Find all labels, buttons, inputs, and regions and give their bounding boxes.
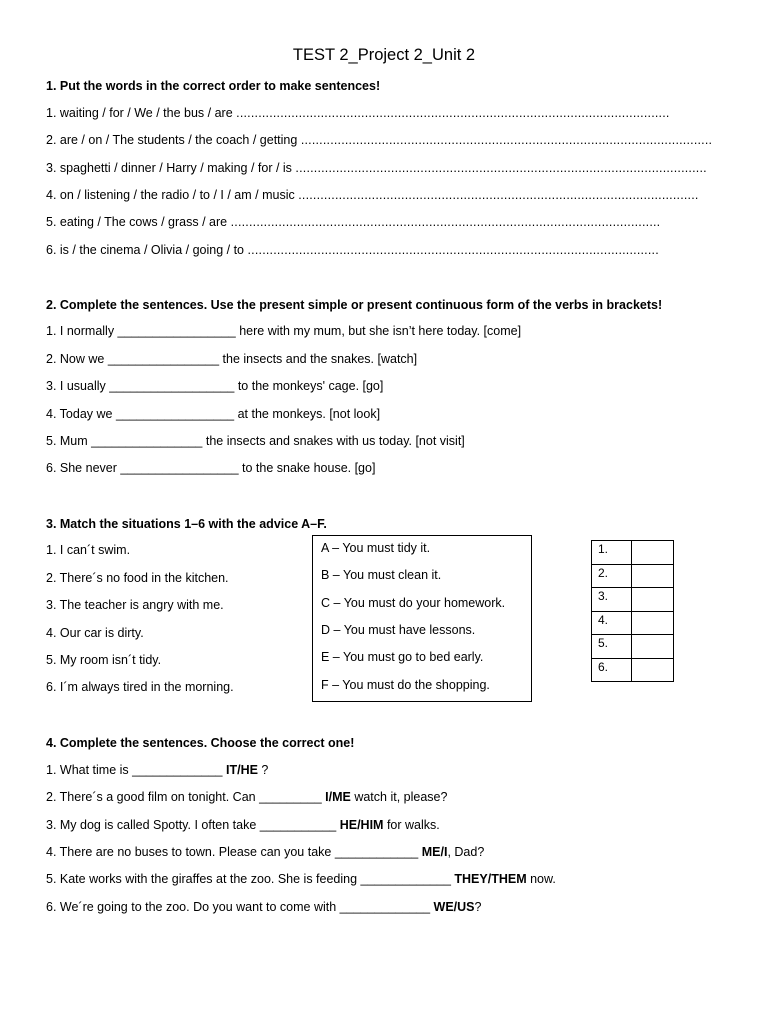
answer-row [592, 611, 674, 635]
choice-options: THEY/THEM [454, 872, 527, 886]
section2-heading: 2. Complete the sentences. Use the present simple or present continuous form of the verbs in brackets! [46, 298, 663, 312]
answer-cell[interactable] [632, 658, 674, 682]
advice-box [312, 535, 532, 702]
item-text: 2. There´s a good film on tonight. Can _________ [46, 790, 326, 804]
situation-item: 1. I can´t swim. [46, 543, 131, 557]
section4-item [46, 871, 556, 887]
section4-heading: 4. Complete the sentences. Choose the correct one! [46, 736, 355, 750]
answer-row [592, 635, 674, 659]
advice-item: B – You must clean it. [321, 568, 442, 582]
page-title: TEST 2_Project 2_Unit 2 [292, 46, 476, 64]
item-text: 4. There are no buses to town. Please can you take ____________ [46, 845, 422, 859]
item-text: 6. We´re going to the zoo. Do you want to come with _____________ [46, 900, 434, 914]
answer-cell[interactable] [632, 564, 674, 588]
item-text-end: ? [474, 900, 482, 914]
advice-item: F – You must do the shopping. [321, 678, 490, 692]
section2-item: 4. Today we _________________ at the monkeys. [not look] [46, 407, 381, 421]
advice-item: E – You must go to bed early. [321, 650, 484, 664]
situation-item: 5. My room isn´t tidy. [46, 653, 162, 667]
item-text: 3. My dog is called Spotty. I often take ___________ [46, 818, 340, 832]
answer-row [592, 658, 674, 682]
answer-dots: ................................................................................................................ [295, 161, 707, 175]
section1-item [46, 242, 659, 258]
section1-heading: 1. Put the words in the correct order to make sentences! [46, 79, 381, 93]
section1-item [46, 160, 707, 176]
choice-options: HE/HIM [339, 818, 384, 832]
section3-heading: 3. Match the situations 1–6 with the advice A–F. [46, 517, 327, 531]
item-text-end: watch it, please? [350, 790, 448, 804]
section1-item [46, 214, 660, 230]
answer-grid [591, 540, 674, 682]
item-text: 6. is / the cinema / Olivia / going / to [46, 243, 245, 257]
answer-row [592, 564, 674, 588]
answer-row [592, 541, 674, 565]
answer-row [592, 588, 674, 612]
answer-number: 5. [592, 635, 632, 659]
section1-item [46, 105, 670, 121]
section2-item: 6. She never _________________ to the snake house. [go] [46, 461, 376, 475]
item-text: 3. spaghetti / dinner / Harry / making / for / is [46, 161, 292, 175]
choice-options: ME/I [421, 845, 448, 859]
item-text: 5. eating / The cows / grass / are [46, 215, 228, 229]
answer-number: 3. [592, 588, 632, 612]
advice-item: A – You must tidy it. [321, 541, 431, 555]
situation-item: 3. The teacher is angry with me. [46, 598, 224, 612]
section4-item [46, 789, 447, 805]
section4-item [46, 817, 440, 833]
item-text: 1. waiting / for / We / the bus / are [46, 106, 233, 120]
item-text: 1. What time is _____________ [46, 763, 226, 777]
section2-item: 1. I normally _________________ here with my mum, but she isn’t here today. [come] [46, 324, 522, 338]
section2-item: 2. Now we ________________ the insects and the snakes. [watch] [46, 352, 418, 366]
answer-dots: ............................................................................................................. [298, 188, 699, 202]
answer-number: 4. [592, 611, 632, 635]
answer-cell[interactable] [632, 541, 674, 565]
answer-dots: ..................................................................................................................... [230, 215, 661, 229]
section2-item: 5. Mum ________________ the insects and snakes with us today. [not visit] [46, 434, 465, 448]
item-text-end: for walks. [383, 818, 440, 832]
answer-dots: ................................................................................................................ [300, 133, 713, 147]
item-text: 4. on / listening / the radio / to / I / am / music [46, 188, 295, 202]
answer-cell[interactable] [632, 611, 674, 635]
advice-item: D – You must have lessons. [321, 623, 476, 637]
situation-item: 6. I´m always tired in the morning. [46, 680, 234, 694]
answer-number: 2. [592, 564, 632, 588]
choice-options: WE/US [433, 900, 475, 914]
answer-number: 6. [592, 658, 632, 682]
section1-item [46, 132, 712, 148]
answer-number: 1. [592, 541, 632, 565]
item-text-end: , Dad? [447, 845, 485, 859]
advice-item: C – You must do your homework. [321, 596, 506, 610]
item-text-end: ? [257, 763, 269, 777]
choice-options: IT/HE [225, 763, 258, 777]
answer-dots: ................................................................................................................ [247, 243, 659, 257]
section1-item [46, 187, 699, 203]
section2-item: 3. I usually __________________ to the monkeys' cage. [go] [46, 379, 384, 393]
choice-options: I/ME [325, 790, 351, 804]
section4-item [46, 844, 484, 860]
answer-cell[interactable] [632, 588, 674, 612]
item-text: 5. Kate works with the giraffes at the zoo. She is feeding _____________ [46, 872, 455, 886]
item-text-end: now. [526, 872, 556, 886]
answer-dots: ...................................................................................................................... [236, 106, 670, 120]
answer-cell[interactable] [632, 635, 674, 659]
item-text: 2. are / on / The students / the coach / getting [46, 133, 298, 147]
situation-item: 2. There´s no food in the kitchen. [46, 571, 229, 585]
situation-item: 4. Our car is dirty. [46, 626, 144, 640]
section4-item [46, 899, 481, 915]
section4-item [46, 762, 268, 778]
